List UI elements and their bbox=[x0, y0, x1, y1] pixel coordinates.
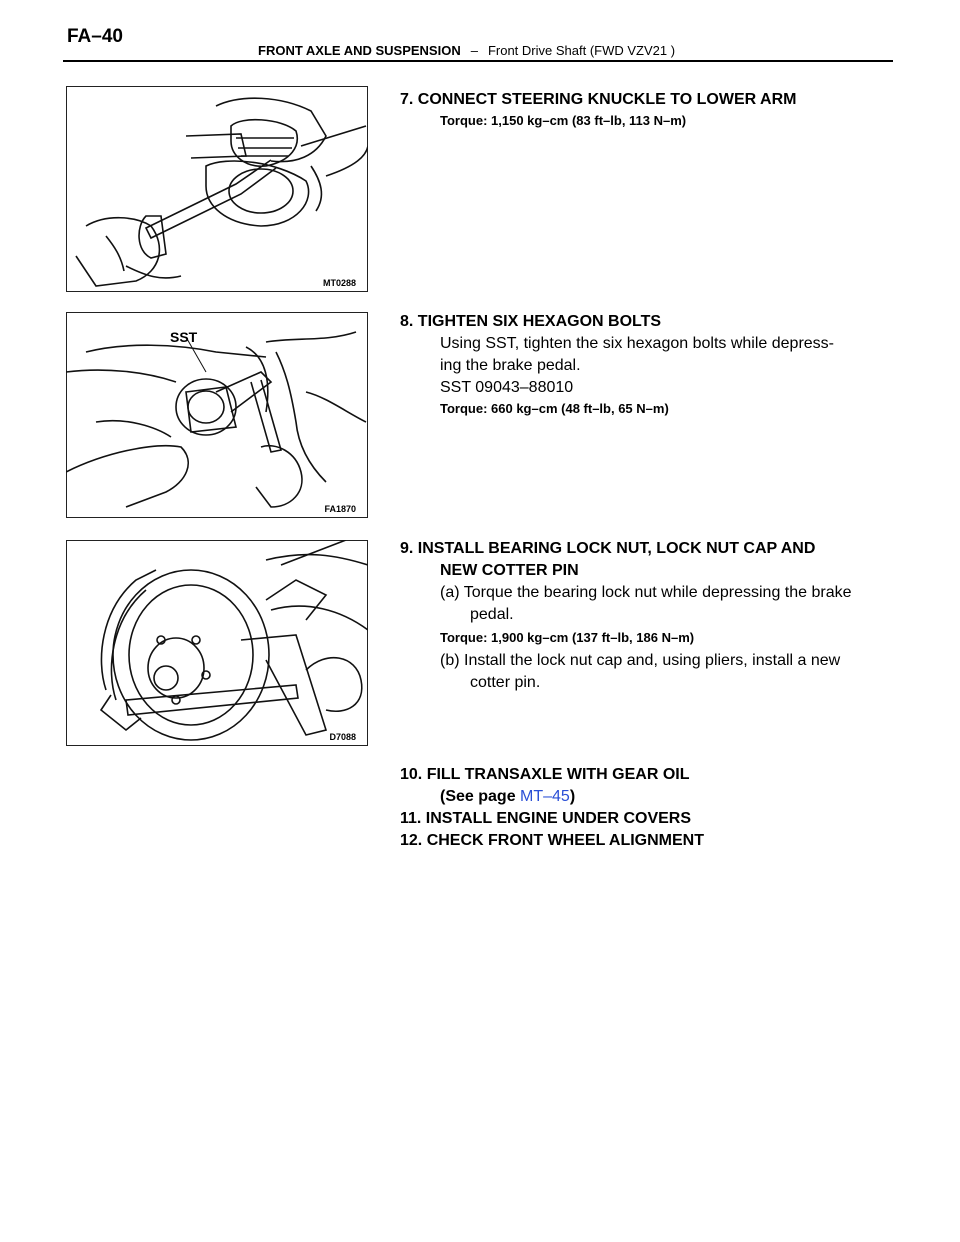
step-7-torque: Torque: 1,150 kg–cm (83 ft–lb, 113 N–m) bbox=[440, 113, 687, 128]
step-8 bbox=[400, 311, 880, 419]
step-9 bbox=[400, 538, 880, 694]
figure-code: MT0288 bbox=[322, 278, 356, 288]
step-8-sst: SST 09043–88010 bbox=[440, 379, 574, 396]
running-header bbox=[258, 43, 675, 58]
steering-knuckle-torque-illustration-icon bbox=[66, 86, 368, 292]
step-9-title-line2: NEW COTTER PIN bbox=[440, 562, 579, 579]
step-9-torque: Torque: 1,900 kg–cm (137 ft–lb, 186 N–m) bbox=[440, 630, 695, 645]
step-9a-line1: (a) Torque the bearing lock nut while depressing the brake bbox=[440, 584, 852, 601]
figure-code: D7088 bbox=[329, 732, 356, 742]
step-9a-line2: pedal. bbox=[470, 606, 514, 623]
step-9-title-line1: 9. INSTALL BEARING LOCK NUT, LOCK NUT CAP AND bbox=[400, 540, 816, 557]
page-number: FA–40 bbox=[67, 26, 123, 47]
sst-callout-label: SST bbox=[170, 329, 198, 345]
step-8-torque: Torque: 660 kg–cm (48 ft–lb, 65 N–m) bbox=[440, 401, 669, 416]
step-7 bbox=[400, 89, 880, 131]
header-separator: – bbox=[470, 43, 478, 58]
see-page-prefix: (See page bbox=[440, 788, 521, 805]
bearing-lock-nut-illustration-icon bbox=[66, 540, 368, 746]
step-12-title: 12. CHECK FRONT WHEEL ALIGNMENT bbox=[400, 832, 705, 849]
step-8-line2: ing the brake pedal. bbox=[440, 357, 581, 374]
figure-bearing-lock-nut bbox=[66, 540, 368, 746]
step-10-see-page bbox=[400, 786, 880, 808]
figure-hexagon-bolts bbox=[66, 312, 368, 518]
step-9b-line2: cotter pin. bbox=[470, 674, 541, 691]
step-8-title: 8. TIGHTEN SIX HEXAGON BOLTS bbox=[400, 313, 662, 330]
figure-steering-knuckle bbox=[66, 86, 368, 292]
see-page-suffix: ) bbox=[569, 788, 576, 805]
header-subsection: Front Drive Shaft (FWD VZV21 ) bbox=[487, 43, 676, 58]
step-8-line1: Using SST, tighten the six hexagon bolts while depress- bbox=[440, 335, 834, 352]
step-9b-line1: (b) Install the lock nut cap and, using pliers, install a new bbox=[440, 652, 841, 669]
header-section: FRONT AXLE AND SUSPENSION bbox=[258, 43, 461, 58]
hexagon-bolts-sst-illustration-icon bbox=[66, 312, 368, 518]
steps-10-12 bbox=[400, 764, 880, 852]
figure-code: FA1870 bbox=[324, 504, 356, 514]
header-rule bbox=[63, 60, 893, 62]
step-10-title: 10. FILL TRANSAXLE WITH GEAR OIL bbox=[400, 766, 690, 783]
step-7-title: 7. CONNECT STEERING KNUCKLE TO LOWER ARM bbox=[400, 91, 797, 108]
mt-45-link[interactable]: MT–45 bbox=[520, 788, 570, 805]
step-11-title: 11. INSTALL ENGINE UNDER COVERS bbox=[400, 810, 692, 827]
